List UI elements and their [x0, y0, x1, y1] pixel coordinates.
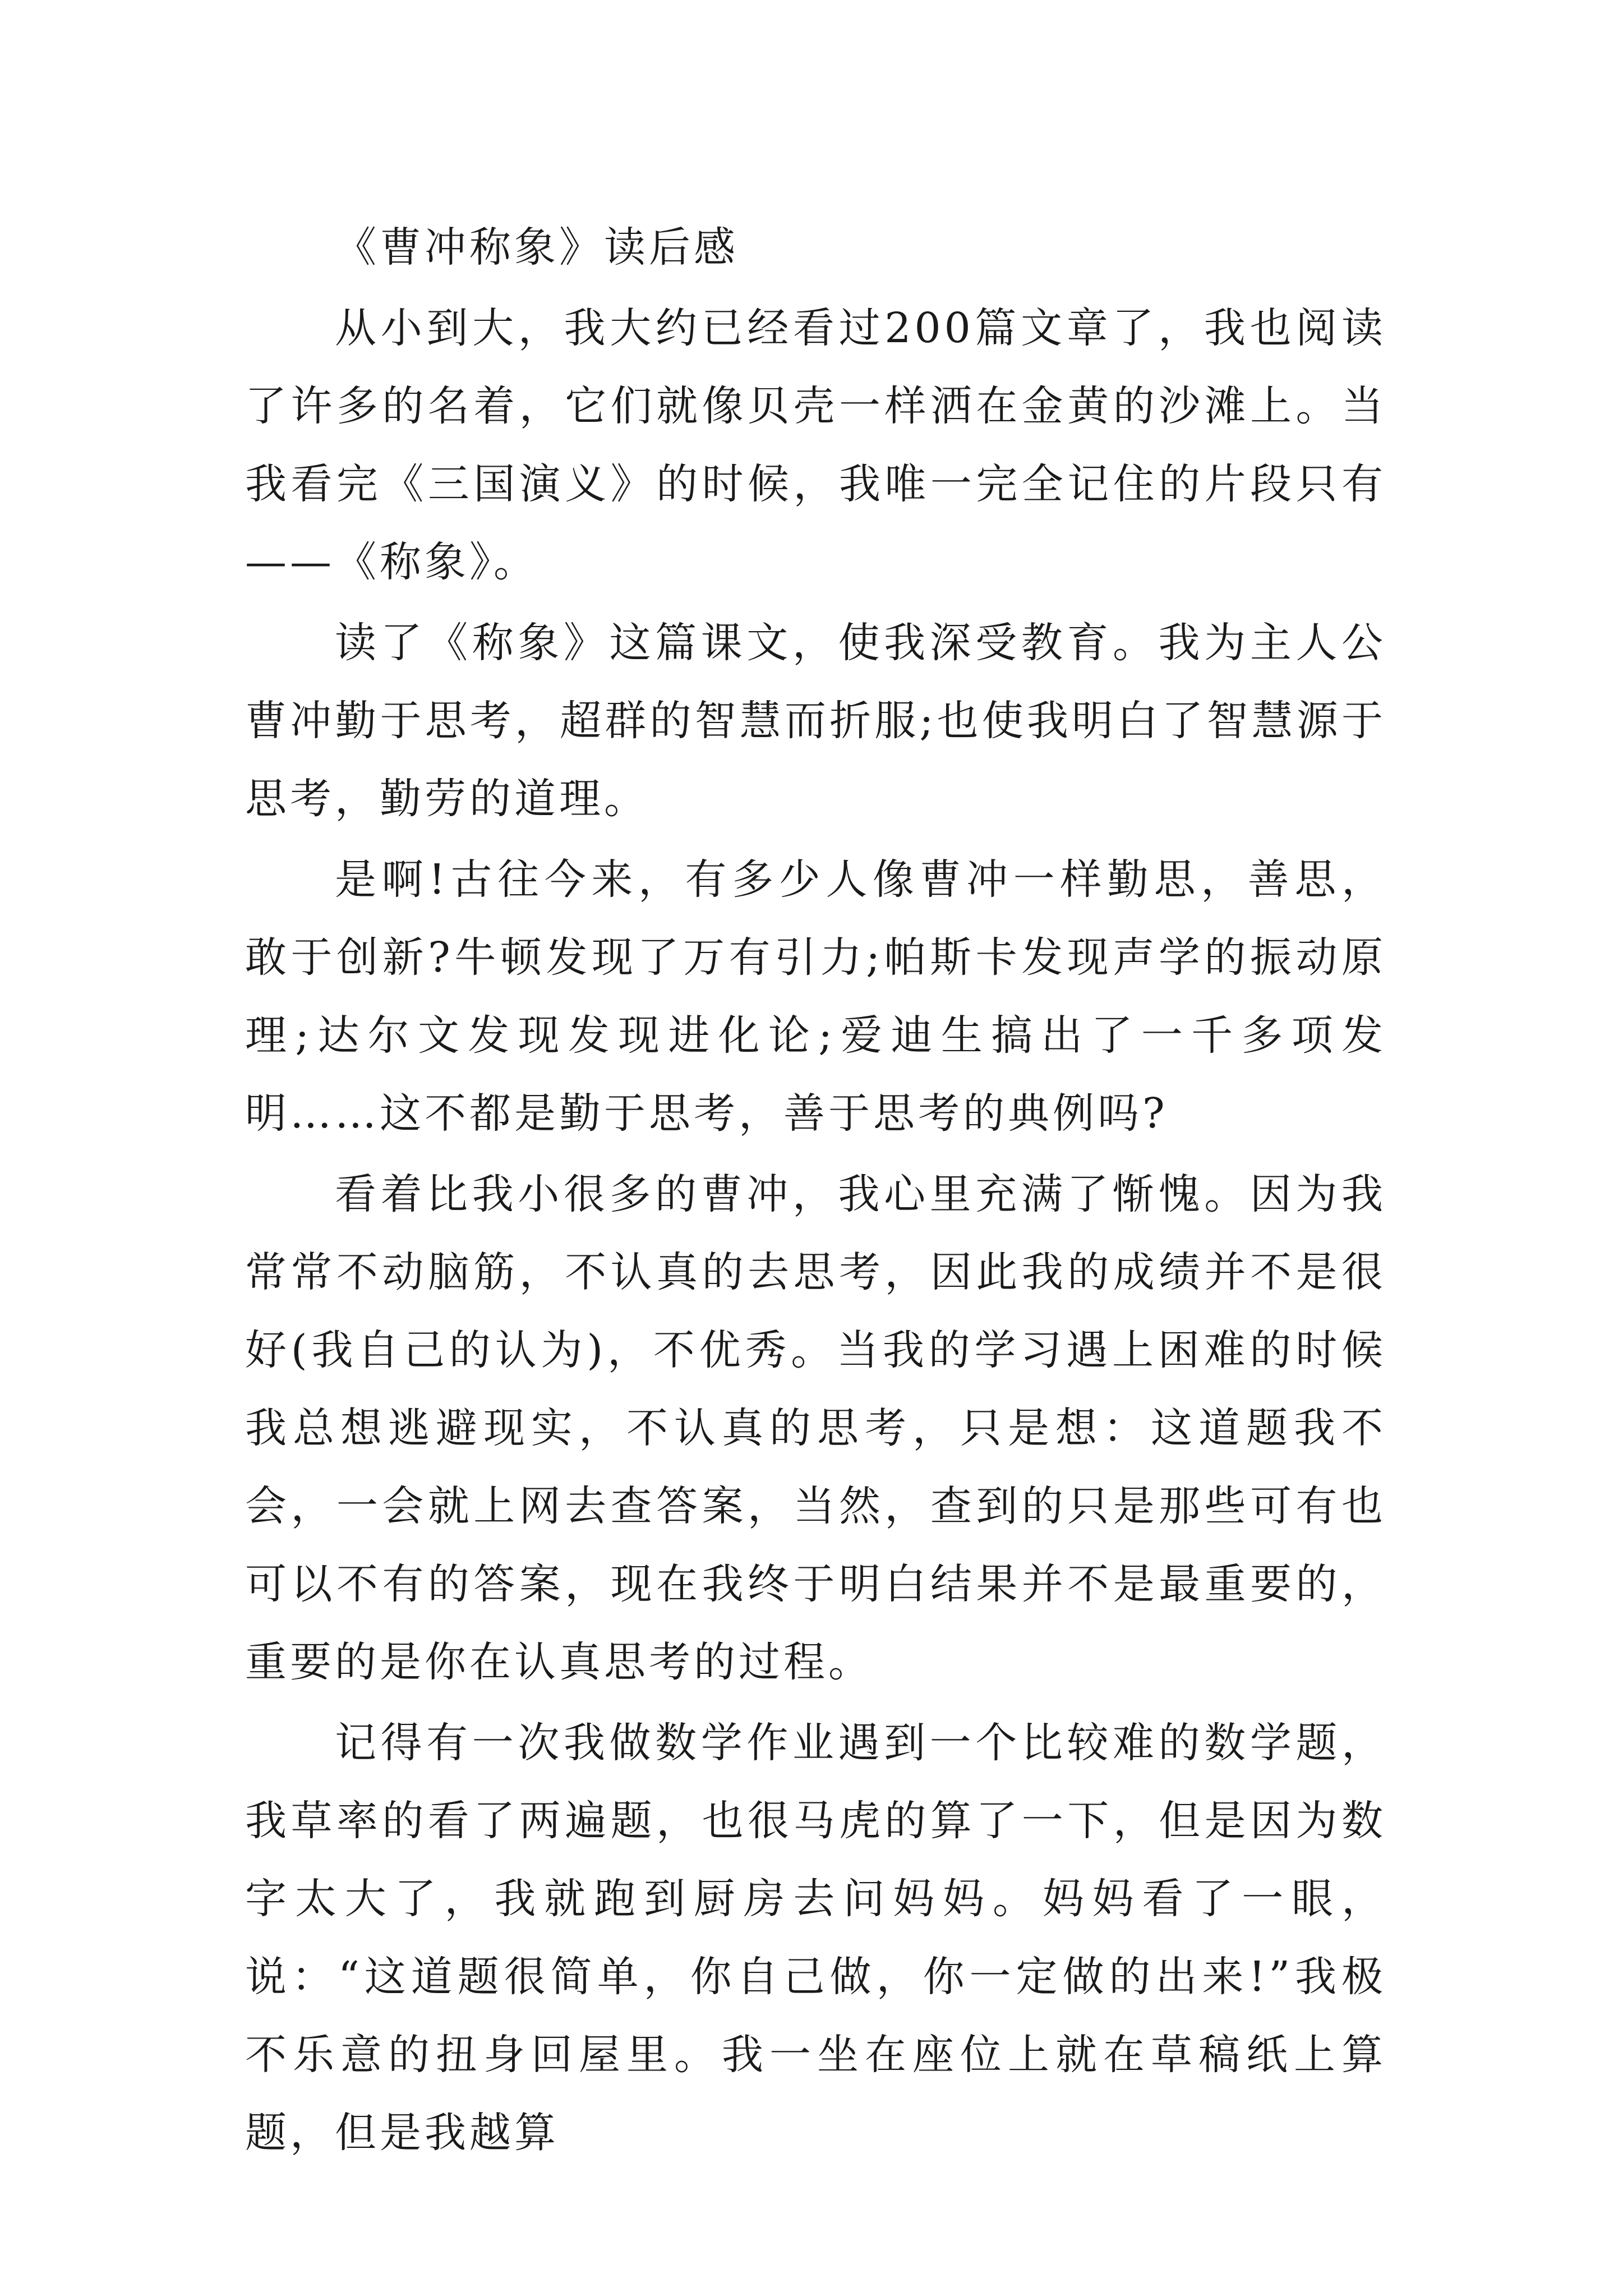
paragraph-5: 记得有一次我做数学作业遇到一个比较难的数学题，我草率的看了两遍题，也很马虎的算了一下，但是因为数字太大了，我就跑到厨房去问妈妈。妈妈看了一眼，说：“这道题很简单，你自己做，你一定做的出来!”我极不乐意的扭身回屋里。我一坐在座位上就在草稿纸上算题，但是我越算 — [245, 1719, 1386, 2157]
document-body — [245, 209, 1386, 2175]
document-title: 《曹冲称象》读后感 — [335, 223, 739, 272]
paragraph-4: 看着比我小很多的曹冲，我心里充满了惭愧。因为我常常不动脑筋，不认真的去思考，因此我的成绩并不是很好(我自己的认为)，不优秀。当我的学习遇上困难的时候我总想逃避现实，不认真的思考，只是想：这道题我不会，一会就上网去查答案，当然，查到的只是那些可有也可以不有的答案，现在我终于明白结果并不是最重要的，重要的是你在认真思考的过程。 — [245, 1170, 1386, 1686]
paragraph-1: 从小到大，我大约已经看过200篇文章了，我也阅读了许多的名着，它们就像贝壳一样洒在金黄的沙滩上。当我看完《三国演义》的时候，我唯一完全记住的片段只有——《称象》。 — [245, 304, 1386, 586]
paragraph-2: 读了《称象》这篇课文，使我深受教育。我为主人公曹冲勤于思考，超群的智慧而折服;也使我明白了智慧源于思考，勤劳的道理。 — [245, 619, 1386, 823]
paragraph-3: 是啊!古往今来，有多少人像曹冲一样勤思，善思，敢于创新?牛顿发现了万有引力;帕斯卡发现声学的振动原理;达尔文发现发现进化论;爱迪生搞出了一千多项发明……这不都是勤于思考，善于思考的典例吗? — [245, 855, 1386, 1138]
